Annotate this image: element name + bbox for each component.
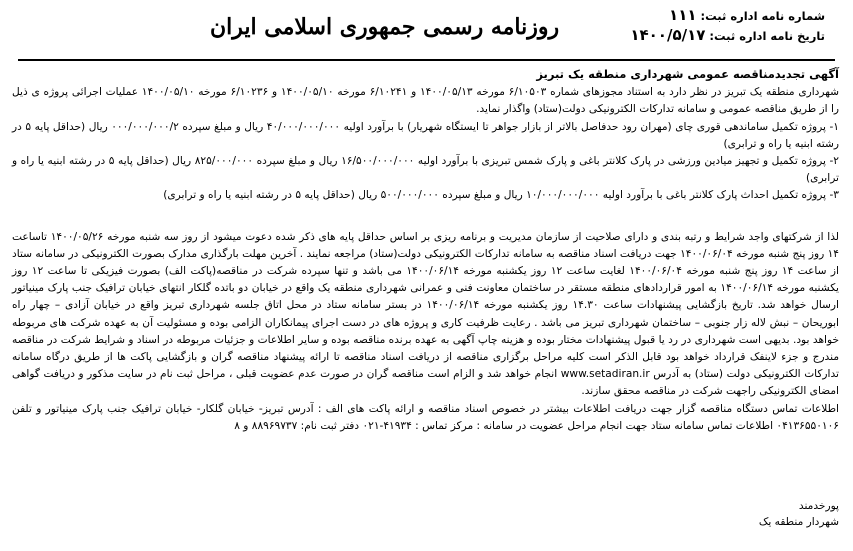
- letter-number-row: [630, 6, 825, 26]
- page-header: [10, 0, 843, 58]
- letter-date-row: [630, 26, 825, 46]
- signature-block: [759, 498, 839, 530]
- letter-date-value: ۱۴۰۰/۵/۱۷: [630, 26, 706, 44]
- registration-meta: [630, 6, 825, 46]
- project-item-3: ۳- پروژه تکمیل احداث پارک کلانتر باغی با برآورد اولیه ۱۰/۰۰۰/۰۰۰/۰۰۰ ریال و مبلغ سپرده ۵۰۰/۰۰۰/۰۰۰ ریال (حداقل پایه ۵ در رشته ابنیه یا راه و ترابری): [163, 189, 839, 202]
- notice-title: آگهی تجدیدمناقصه عمومی شهرداری منطقه یک تبریز: [536, 67, 839, 81]
- notice-intro: شهرداری منطقه یک تبریز در نظر دارد به استناد مجوزهای شماره ۶/۱۰۵۰۳ مورخه ۱۴۰۰/۰۵/۱۳ و ۶/۱۰۲۴۱ مورخه ۱۴۰۰/۰۵/۱۰ و ۶/۱۰۲۳۶ مورخه ۱۴۰۰/۰۵/۱۰ عملیات اجرائی پروژه ی ذیل را از طریق مناقصه عمومی و سامانه تدارکات الکترونیکی دولت(ستاد) واگذار نماید.: [12, 86, 839, 116]
- project-list: [12, 119, 839, 205]
- project-item-2: ۲- پروژه تکمیل و تجهیز میادین ورزشی در پارک کلانتر باغی و پارک شمس تبریزی با برآورد اولیه ۱۶/۵۰۰/۰۰۰/۰۰۰ ریال و مبلغ سپرده ۸۲۵/۰۰۰/۰۰۰ ریال (حداقل پایه ۵ در رشته ابنیه یا راه و ترابری): [12, 155, 839, 185]
- notice-main-text: لذا از شرکتهای واجد شرایط و رتبه بندی و دارای صلاحیت از سازمان مدیریت و برنامه ریزی بر اساس حداقل پایه های ذکر شده دعوت میشود از روز سه شنبه مورخه ۱۴۰۰/۰۵/۲۶ تاساعت ۱۴ روز پنج شنبه مورخه ۱۴۰۰/۰۶/۰۴ جهت دریافت اسناد مناقصه به سامانه تدارکات الکترونیکی دولت(ستاد) مراجعه نمایند . آخرین مهلت بارگذاری مدارک بصورت الکترونیکی در سامانه ستاد از ساعت ۱۴ روز پنج شنبه مورخه ۱۴۰۰/۰۶/۰۴ لغایت ساعت ۱۲ روز یکشنبه مورخه ۱۴۰۰/۰۶/۱۴ می باشد و تنها سپرده شرکت در مناقصه(پاکت الف) بصورت فیزیکی تا ساعت ۱۲ روز یکشنبه مورخه ۱۴۰۰/۰۶/۱۴ به امور قراردادهای منطقه مستقر در ساختمان معاونت فنی و عمرانی شهرداری منطقه یک واقع در خیابان دو باتده گلکار انتهای خیابان ترافیک جنب پارک مینیاتور ارسال خواهد شد. تاریخ بازگشایی پیشنهادات ساعت ۱۴.۳۰ روز یکشنبه مورخه ۱۴۰۰/۰۶/۱۴ در بستر سامانه ستاد در محل اتاق جلسه شهرداری تبریز واقع در خیابان آزادی – چهار راه ابوریحان – نبش لاله زار جنوبی – ساختمان شهرداری تبریز می باشد . رعایت ظرفیت کاری و پروژه های در دست اجرای پیمانکاران الزامی بوده و مسئولیت آن به عهده شرکت های مربوطه خواهد بود. بدیهی است شهرداری در رد یا قبول پیشنهادات مختار بوده و هزینه چاپ آگهی به عهده برنده مناقصه بوده و سایر اطلاعات و جزئیات مربوطه در اسناد و شرایط شرکت در مناقصه مندرج و جزء لاینفک قرارداد خواهد بود قابل الذکر است کلیه مراحل برگزاری مناقصه از دریافت اسناد مناقصه تا ارائه پیشنهاد مناقصه گران و بازگشایی پاکت ها از طریق درگاه سامانه تدارکات الکترونیکی دولت (ستاد) به آدرس www.setadiran.ir انجام خواهد شد و الزام است مناقصه گران در صورت عدم عضویت قبلی ، مراحل ثبت نام در سایت مذکور و دریافت گواهی امضای الکترونیکی راجهت شرکت در مناقصه محقق سازند.: [12, 230, 840, 398]
- header-divider: [18, 59, 835, 61]
- letter-number-value: ۱۱۱: [669, 6, 697, 24]
- signature-issuer: شهردار منطقه یک: [758, 516, 839, 528]
- notice-body: [12, 66, 839, 435]
- paragraph-gap: [12, 205, 839, 229]
- gazette-masthead: روزنامه رسمی جمهوری اسلامی ایران: [210, 14, 560, 40]
- notice-contact: اطلاعات تماس دستگاه مناقصه گزار جهت دریافت اطلاعات بیشتر در خصوص اسناد مناقصه و ارائه پاکت های الف : آدرس تبریز- خیابان گلکار- خیابان ترافیک جنب پارک مینیاتور و تلفن ۰۴۱۳۶۵۵۰۱۰۶ اطلاعات تماس سامانه ستاد جهت انجام مراحل عضویت در سامانه : مرکز تماس : ۴۱۹۳۴-۰۲۱ دفتر ثبت نام: ۸۸۹۶۹۷۳۷ و ۸: [12, 402, 839, 432]
- signature-relations: پورخدمند: [798, 500, 839, 512]
- project-item-1: ۱- پروژه تکمیل ساماندهی قوری چای (مهران رود حدفاصل بالاتر از بازار جواهر تا ایستگاه شهریار) با برآورد اولیه ۴۰/۰۰۰/۰۰۰/۰۰۰ ریال و مبلغ سپرده ۰۰۰/۰۰۰/۰۰۰/۲ ریال (حداقل پایه ۵ در رشته ابنیه یا راه و ترابری): [12, 120, 839, 150]
- letter-number-label: شماره نامه اداره ثبت:: [700, 9, 825, 23]
- letter-date-label: تاریخ نامه اداره ثبت:: [709, 29, 825, 43]
